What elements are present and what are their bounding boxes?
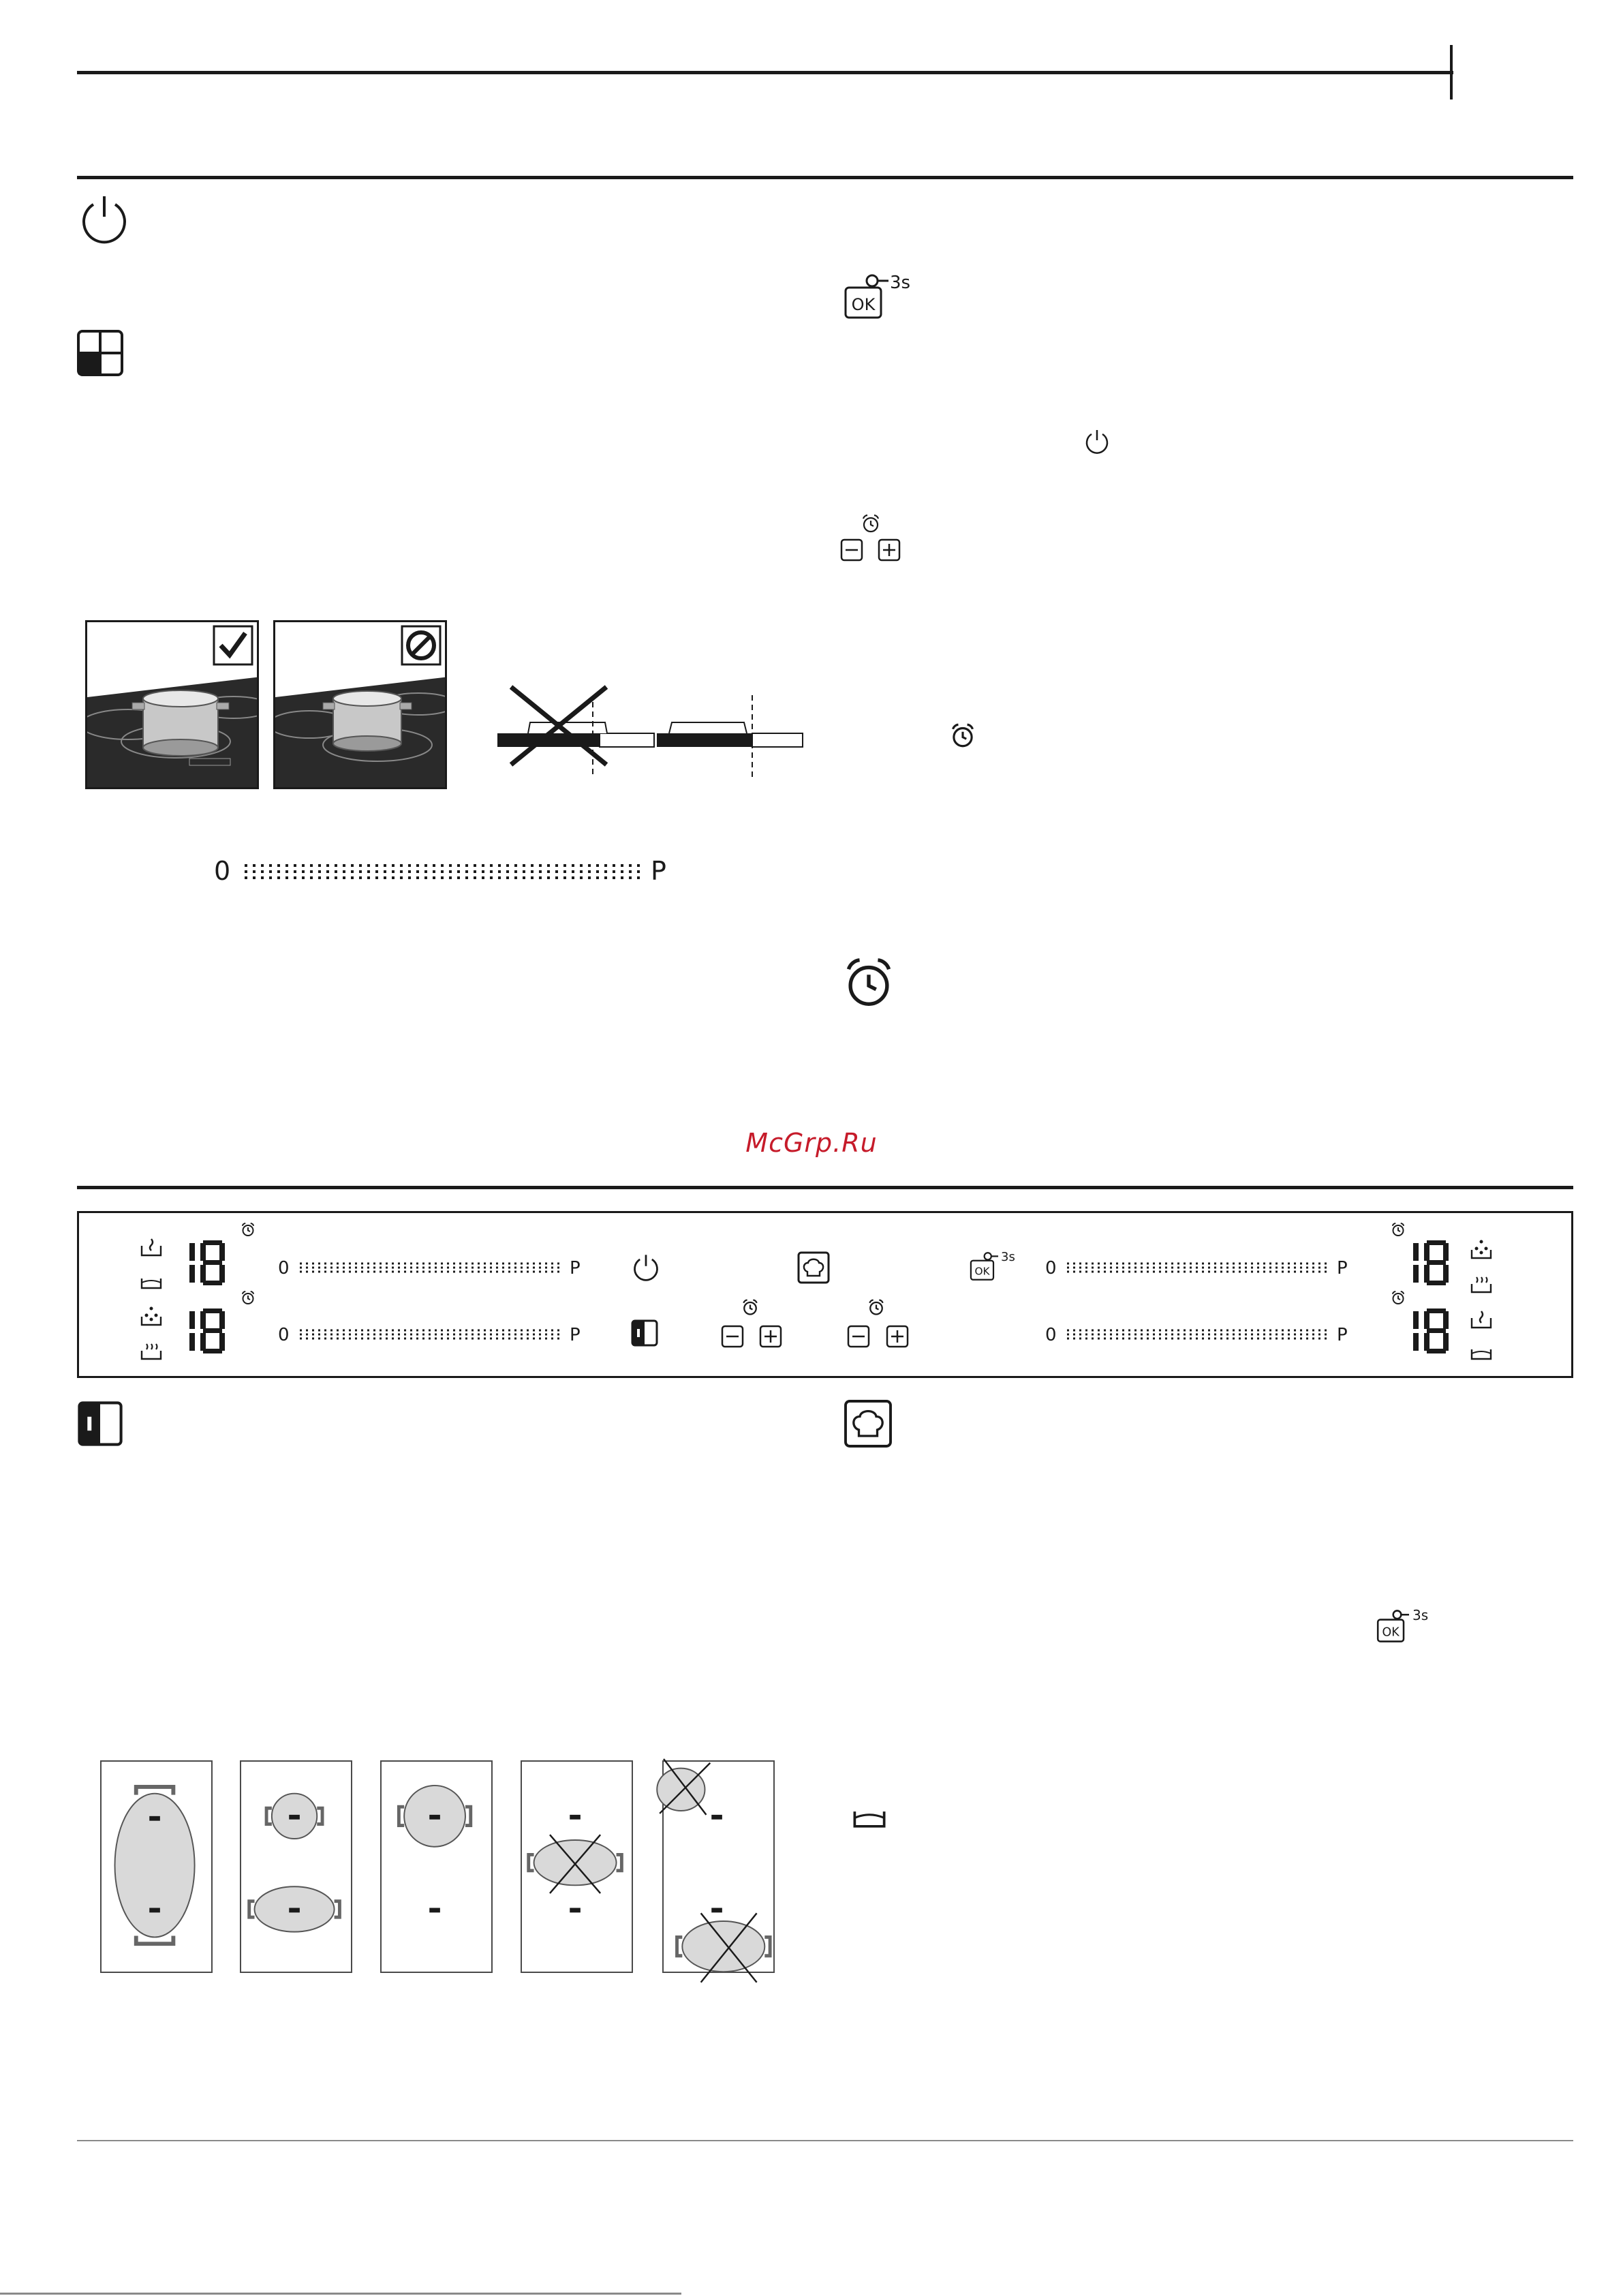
slider-min-label: 0 [278,1325,290,1345]
lock-duration-label: 3s [1001,1250,1015,1264]
lock-duration-label: 3s [1412,1607,1429,1623]
chef-hat-icon-large [844,1399,893,1448]
simmer-icon [139,1341,164,1362]
split-zone-icon-large [77,1400,123,1447]
zone-diagram-incorrect-center [521,1760,633,1973]
zone-display-right-bottom [1410,1307,1453,1355]
minus-icon [840,538,863,562]
keep-warm-icon-large [845,1807,894,1831]
power-slider-left-bottom [298,1328,564,1341]
incorrect-pot-photo [273,620,447,789]
keep-warm-icon [1469,1347,1494,1362]
section-rule-panel [77,1186,1573,1189]
control-panel-diagram [77,1211,1573,1378]
power-slider-right-bottom [1066,1328,1331,1341]
power-button-icon [631,1253,661,1283]
simmer-icon [1469,1274,1494,1295]
power-scale-min: 0 [214,856,231,886]
pan-overhang-diagram [491,675,804,777]
alarm-clock-icon-large [839,953,898,1011]
melt-icon [1469,1238,1494,1261]
power-scale-max: P [651,856,666,886]
slider-min-label: 0 [1045,1258,1057,1279]
timer-indicator-icon [240,1289,256,1306]
boil-icon [139,1236,164,1258]
bridge-zone-icon [77,330,123,376]
zone-diagram-two-pots [240,1760,352,1973]
minus-icon [847,1325,870,1348]
alarm-clock-icon-small [860,512,882,534]
lock-duration-label: 3s [890,273,911,293]
section-rule-top [77,176,1573,179]
timer-select-icon [867,1298,886,1317]
zone-diagram-incorrect-edges [662,1760,775,1973]
power-scale-dots [242,861,644,882]
alarm-clock-icon-medium [948,721,977,750]
slider-max-label: P [1337,1258,1348,1279]
slider-max-label: P [1337,1325,1348,1345]
zone-display-left-bottom [187,1307,229,1355]
zone-display-right-top [1410,1239,1453,1287]
prohibited-icon [401,625,442,666]
zone-diagram-bridge-oval [100,1760,213,1973]
header-rule-tick [1450,45,1453,100]
zone-display-left-top [187,1239,229,1287]
slider-min-label: 0 [278,1258,290,1279]
power-slider-right-top [1066,1261,1331,1274]
svg-text:OK: OK [974,1265,990,1278]
timer-select-icon [741,1298,760,1317]
melt-icon [139,1304,164,1328]
chef-hat-icon [797,1251,830,1284]
zone-diagram-one-pot [380,1760,493,1973]
power-icon [77,192,132,247]
keep-warm-icon [139,1276,164,1291]
check-icon [213,625,253,666]
correct-pot-photo [85,620,259,789]
power-icon-small [1083,428,1111,455]
header-rule [77,71,1453,74]
plus-icon [878,538,901,562]
timer-indicator-icon [1390,1221,1406,1238]
svg-text:OK: OK [851,295,876,314]
timer-indicator-icon [240,1221,256,1238]
footer-edge-line [0,2293,681,2295]
split-zone-icon [631,1319,658,1347]
minus-icon [721,1325,744,1348]
plus-icon [759,1325,782,1348]
watermark: McGrp.Ru [745,1128,878,1158]
boil-icon [1469,1308,1494,1330]
svg-text:OK: OK [1382,1625,1400,1640]
slider-max-label: P [570,1325,581,1345]
slider-min-label: 0 [1045,1325,1057,1345]
timer-indicator-icon [1390,1289,1406,1306]
slider-max-label: P [570,1258,581,1279]
power-slider-left-top [298,1261,564,1274]
plus-icon [886,1325,909,1348]
footer-rule [77,2140,1573,2141]
